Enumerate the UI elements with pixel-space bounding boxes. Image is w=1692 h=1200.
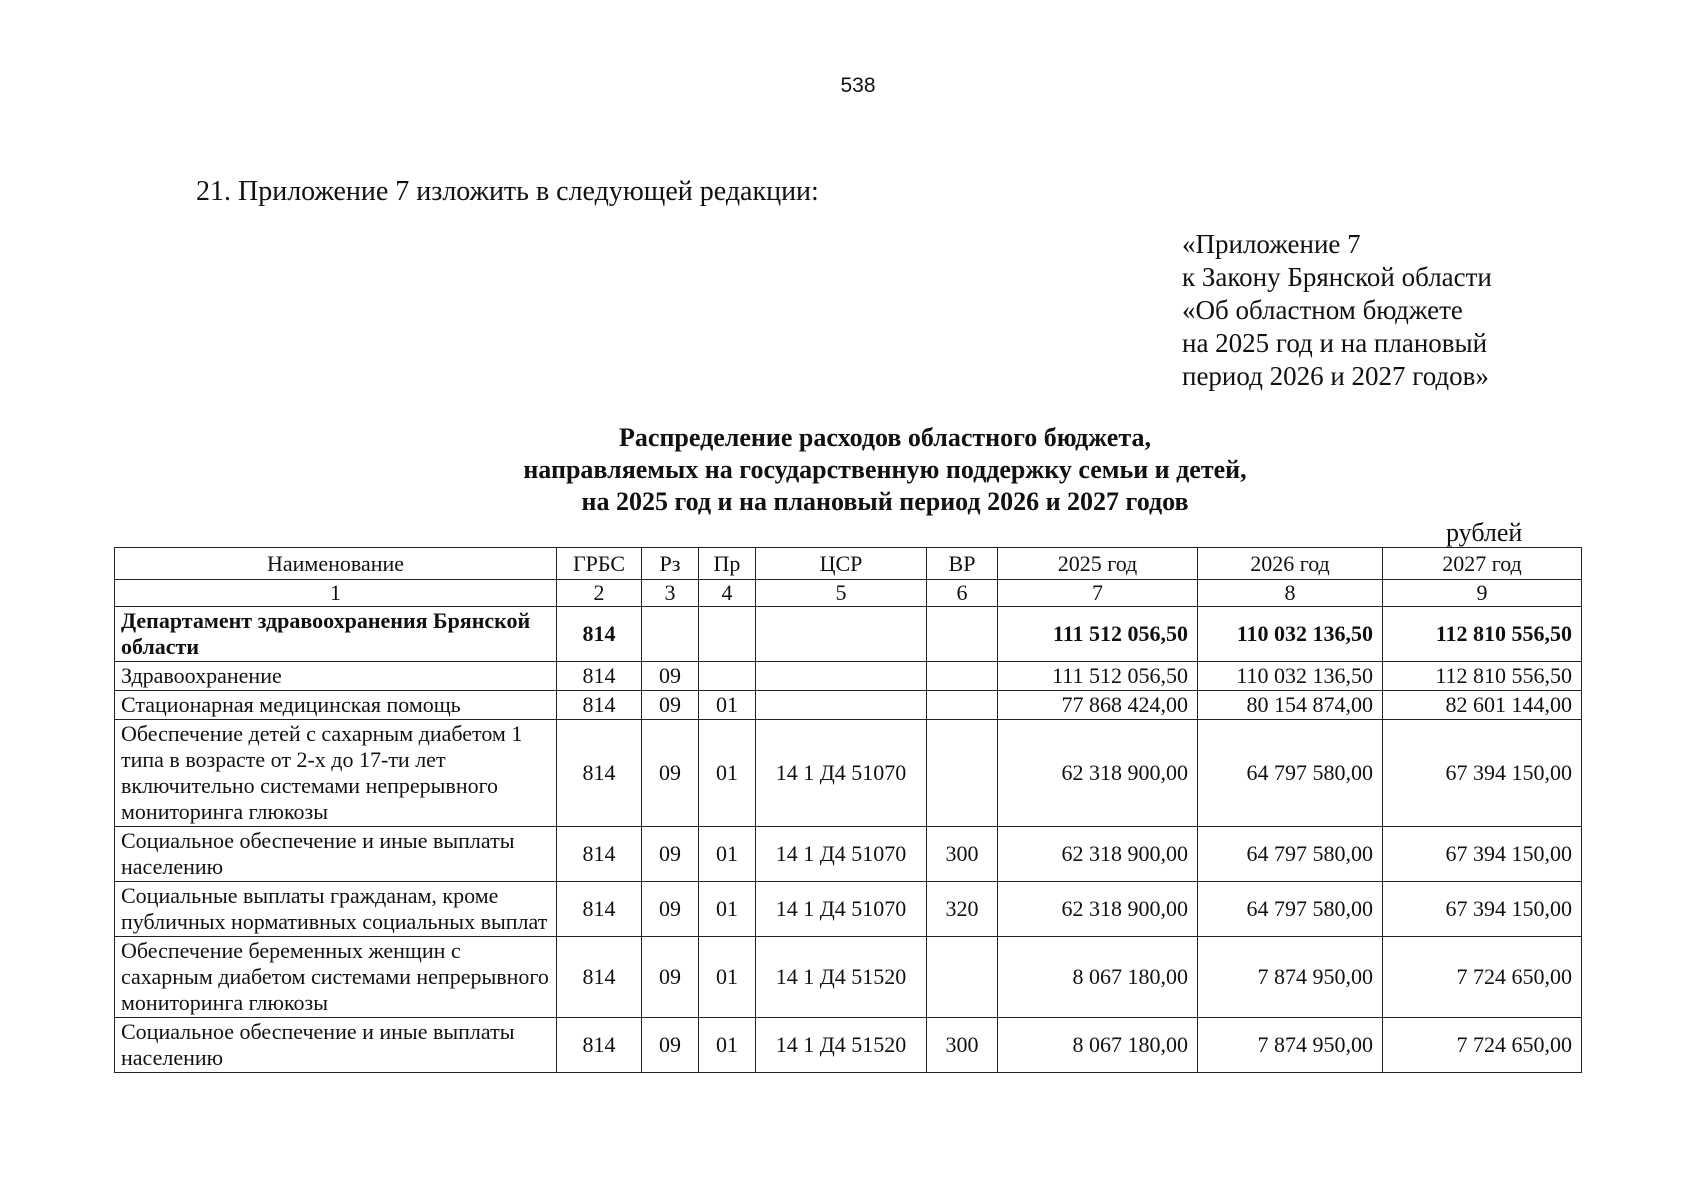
header-cell: ГРБС: [557, 548, 642, 580]
row-name: Социальное обеспечение и иные выплаты населению: [115, 1018, 557, 1073]
row-vr: [927, 607, 998, 662]
row-name: Социальное обеспечение и иные выплаты населению: [115, 827, 557, 882]
row-amount-2027: 7 724 650,00: [1383, 1018, 1582, 1073]
header-cell: 2025 год: [998, 548, 1198, 580]
row-rz: 09: [642, 937, 699, 1018]
row-amount-2025: 111 512 056,50: [998, 662, 1198, 691]
row-amount-2026: 7 874 950,00: [1198, 937, 1383, 1018]
table-row: [115, 882, 1582, 937]
row-vr: [927, 720, 998, 827]
row-amount-2027: 112 810 556,50: [1383, 662, 1582, 691]
row-pr: [699, 662, 756, 691]
appendix-line: к Закону Брянской области: [1182, 262, 1492, 292]
title-line: на 2025 год и на плановый период 2026 и 2027 годов: [581, 487, 1189, 516]
page-number: 538: [840, 74, 876, 97]
table-row: [115, 607, 1582, 662]
row-amount-2025: 62 318 900,00: [998, 882, 1198, 937]
row-amount-2027: 82 601 144,00: [1383, 691, 1582, 720]
row-grbs: 814: [557, 1018, 642, 1073]
row-pr: [699, 607, 756, 662]
title-line: направляемых на государственную поддержку семьи и детей,: [523, 455, 1247, 484]
row-csr: [756, 607, 927, 662]
row-amount-2027: 67 394 150,00: [1383, 882, 1582, 937]
header-cell: 2027 год: [1383, 548, 1582, 580]
row-pr: 01: [699, 1018, 756, 1073]
row-rz: [642, 607, 699, 662]
row-name: Обеспечение беременных женщин с сахарным диабетом системами непрерывного мониторинга глюкозы: [115, 937, 557, 1018]
appendix-line: период 2026 и 2027 годов»: [1182, 361, 1489, 391]
row-amount-2027: 7 724 650,00: [1383, 937, 1582, 1018]
table-row: [115, 1018, 1582, 1073]
row-amount-2026: 80 154 874,00: [1198, 691, 1383, 720]
table-row: [115, 827, 1582, 882]
row-vr: [927, 937, 998, 1018]
row-pr: 01: [699, 882, 756, 937]
header-cell: ВР: [927, 548, 998, 580]
row-amount-2025: 62 318 900,00: [998, 827, 1198, 882]
row-amount-2027: 67 394 150,00: [1383, 720, 1582, 827]
appendix-line: на 2025 год и на плановый: [1182, 328, 1488, 358]
row-amount-2026: 64 797 580,00: [1198, 720, 1383, 827]
column-number: 3: [642, 580, 699, 607]
column-number: 2: [557, 580, 642, 607]
row-amount-2026: 64 797 580,00: [1198, 882, 1383, 937]
appendix-line: «Об областном бюджете: [1182, 295, 1463, 325]
amendment-item-text: 21. Приложение 7 изложить в следующей редакции:: [196, 176, 819, 207]
row-pr: 01: [699, 691, 756, 720]
row-rz: 09: [642, 827, 699, 882]
header-cell: Наименование: [115, 548, 557, 580]
row-rz: 09: [642, 1018, 699, 1073]
row-csr: 14 1 Д4 51520: [756, 937, 927, 1018]
column-number: 4: [699, 580, 756, 607]
row-amount-2025: 8 067 180,00: [998, 1018, 1198, 1073]
column-number: 8: [1198, 580, 1383, 607]
row-csr: [756, 691, 927, 720]
row-vr: 300: [927, 1018, 998, 1073]
row-vr: 300: [927, 827, 998, 882]
appendix-line: «Приложение 7: [1182, 229, 1361, 259]
row-csr: 14 1 Д4 51520: [756, 1018, 927, 1073]
column-number-row: [115, 580, 1582, 607]
column-number: 9: [1383, 580, 1582, 607]
row-rz: 09: [642, 691, 699, 720]
row-name: Департамент здравоохранения Брянской области: [115, 607, 557, 662]
row-name: Здравоохранение: [115, 662, 557, 691]
row-amount-2026: 64 797 580,00: [1198, 827, 1383, 882]
row-csr: 14 1 Д4 51070: [756, 882, 927, 937]
row-amount-2025: 111 512 056,50: [998, 607, 1198, 662]
row-grbs: 814: [557, 691, 642, 720]
row-rz: 09: [642, 882, 699, 937]
row-grbs: 814: [557, 882, 642, 937]
row-amount-2027: 67 394 150,00: [1383, 827, 1582, 882]
row-grbs: 814: [557, 662, 642, 691]
column-number: 7: [998, 580, 1198, 607]
row-name: Стационарная медицинская помощь: [115, 691, 557, 720]
column-number: 1: [115, 580, 557, 607]
row-amount-2027: 112 810 556,50: [1383, 607, 1582, 662]
table-row: [115, 691, 1582, 720]
header-cell: Рз: [642, 548, 699, 580]
row-name: Обеспечение детей с сахарным диабетом 1 типа в возрасте от 2-х до 17-ти лет включительно системами непрерывного мониторинга глюкозы: [115, 720, 557, 827]
table-row: [115, 662, 1582, 691]
row-amount-2026: 110 032 136,50: [1198, 662, 1383, 691]
row-grbs: 814: [557, 720, 642, 827]
row-csr: 14 1 Д4 51070: [756, 720, 927, 827]
title-line: Распределение расходов областного бюджета,: [619, 423, 1151, 452]
header-cell: ЦСР: [756, 548, 927, 580]
row-csr: 14 1 Д4 51070: [756, 827, 927, 882]
row-pr: 01: [699, 827, 756, 882]
row-rz: 09: [642, 720, 699, 827]
table-row: [115, 937, 1582, 1018]
row-amount-2026: 110 032 136,50: [1198, 607, 1383, 662]
row-name: Социальные выплаты гражданам, кроме публичных нормативных социальных выплат: [115, 882, 557, 937]
document-title: [0, 422, 1692, 518]
header-cell: Пр: [699, 548, 756, 580]
row-amount-2025: 77 868 424,00: [998, 691, 1198, 720]
row-amount-2025: 8 067 180,00: [998, 937, 1198, 1018]
row-pr: 01: [699, 720, 756, 827]
units-label: рублей: [1446, 518, 1523, 547]
appendix-reference: [1182, 228, 1492, 393]
row-amount-2026: 7 874 950,00: [1198, 1018, 1383, 1073]
row-amount-2025: 62 318 900,00: [998, 720, 1198, 827]
row-vr: [927, 662, 998, 691]
column-number: 5: [756, 580, 927, 607]
row-vr: [927, 691, 998, 720]
row-rz: 09: [642, 662, 699, 691]
row-pr: 01: [699, 937, 756, 1018]
row-grbs: 814: [557, 827, 642, 882]
row-vr: 320: [927, 882, 998, 937]
row-csr: [756, 662, 927, 691]
table-row: [115, 720, 1582, 827]
header-cell: 2026 год: [1198, 548, 1383, 580]
row-grbs: 814: [557, 937, 642, 1018]
budget-table: [114, 547, 1582, 1073]
column-number: 6: [927, 580, 998, 607]
row-grbs: 814: [557, 607, 642, 662]
header-row: [115, 548, 1582, 580]
